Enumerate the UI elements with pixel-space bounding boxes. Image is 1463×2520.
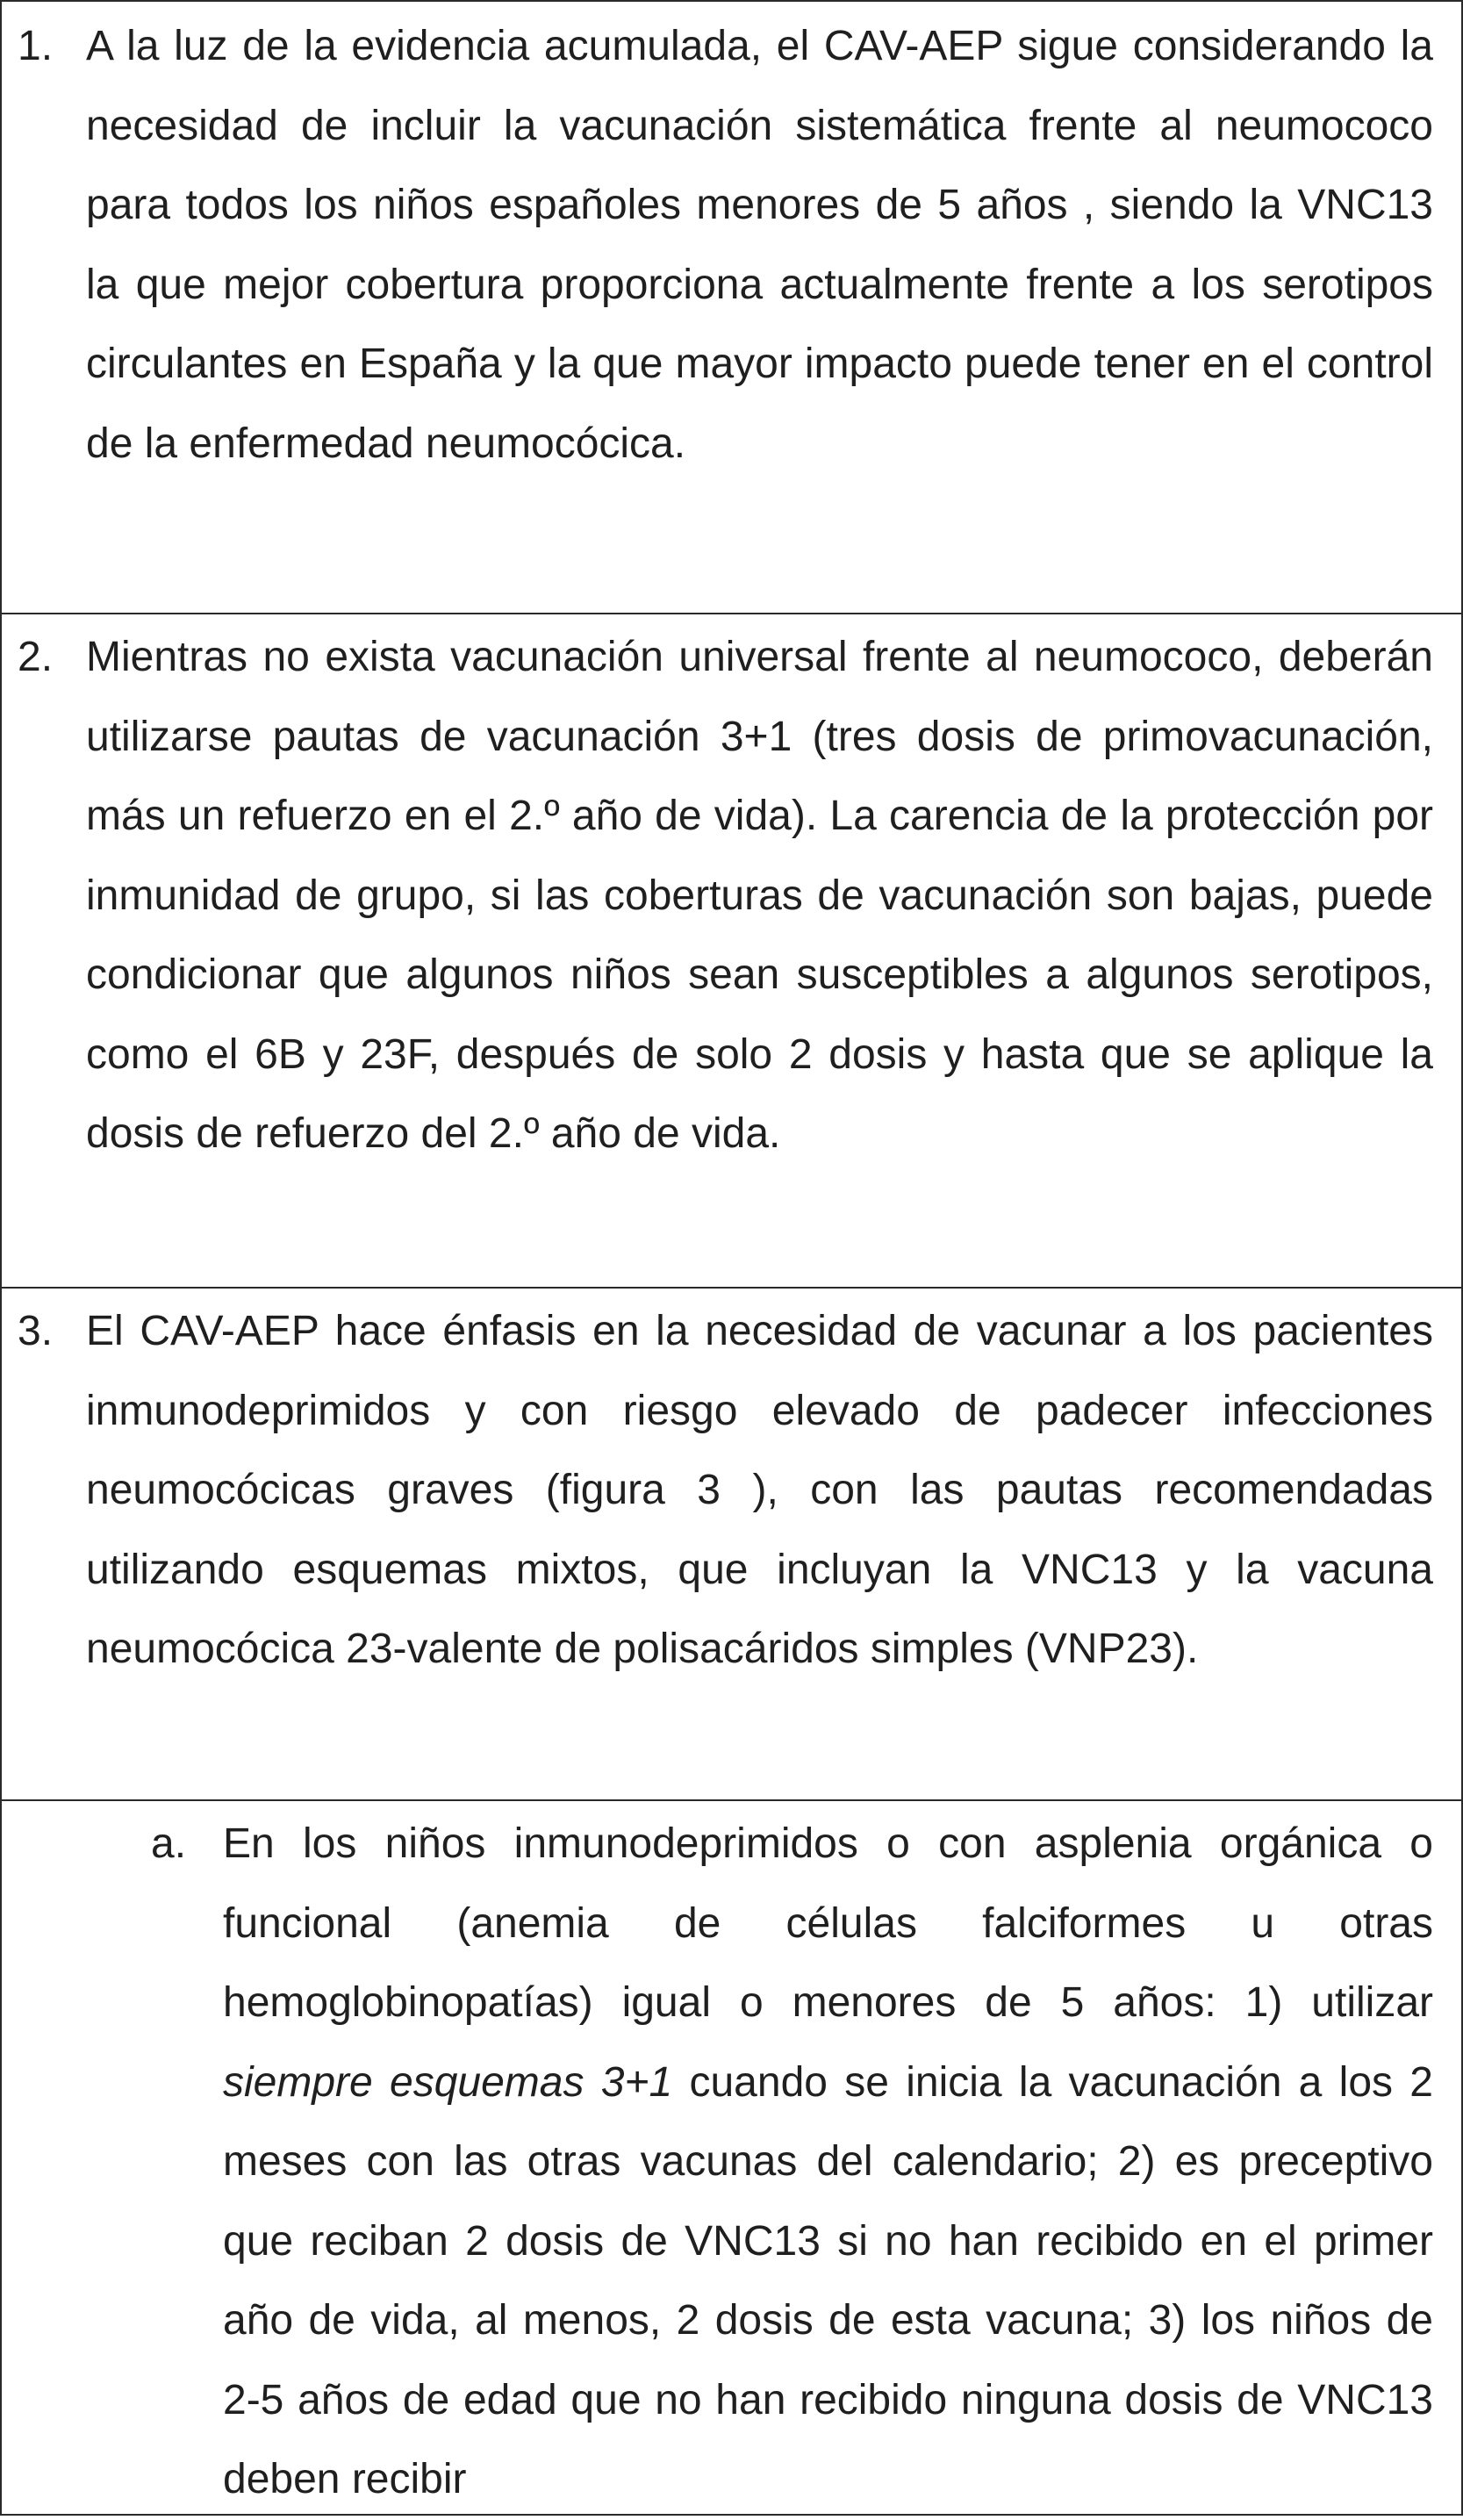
item-text: El CAV-AEP hace énfasis en la necesidad de vacunar a los pacientes inmunodeprimidos y con riesgo elevado de padecer infecciones neumocócicas graves (figura 3 ), con las pautas recomendadas utilizando esquemas mixtos, que incluyan la VNC13 y la vacuna neumocócica 23-valente de polisacáridos simples (VNP23). [86, 1308, 1433, 1672]
item-number: 1. [18, 23, 54, 69]
subitem-letter: a. [151, 1820, 187, 1867]
table-row-2 [2, 613, 1461, 1287]
subitem-text [223, 1805, 1433, 2520]
item-number: 3. [18, 1308, 54, 1354]
subitem-text-before: En los niños inmunodeprimidos o con asplenia orgánica o funcional (anemia de células falciformes u otras hemoglobinopatías) igual o menores de 5 años: 1) utilizar [223, 1820, 1433, 2026]
subitem-text-italic: siempre esquemas 3+1 [223, 2058, 673, 2106]
subitem-text-after: cuando se inicia la vacunación a los 2 meses con las otras vacunas del calendario; 2) es preceptivo que reciban 2 dosis de VNC13 si no han recibido en el primer año de vida, al menos, 2 dosis de esta vacuna; 3) los niños de 2-5 años de edad que no han recibido ninguna dosis de VNC13 deben recibir [223, 2058, 1433, 2502]
item-number: 2. [18, 634, 54, 680]
table-row-1 [2, 2, 1461, 613]
table-row-4 [2, 1799, 1461, 2516]
table-row-3 [2, 1287, 1461, 1799]
item-text: A la luz de la evidencia acumulada, el CAV-AEP sigue considerando la necesidad de incluir la vacunación sistemática frente al neumococo para todos los niños españoles menores de 5 años , siendo la VNC13 la que mejor cobertura proporciona actualmente frente a los serotipos circulantes en España y la que mayor impacto puede tener en el control de la enfermedad neumocócica. [86, 23, 1433, 467]
item-text: Mientras no exista vacunación universal frente al neumococo, deberán utilizarse pautas de vacunación 3+1 (tres dosis de primovacunación, más un refuerzo en el 2.º año de vida). La carencia de la protección por inmunidad de grupo, si las coberturas de vacunación son bajas, puede condicionar que algunos niños sean susceptibles a algunos serotipos, como el 6B y 23F, después de solo 2 dosis y hasta que se aplique la dosis de refuerzo del 2.º año de vida. [86, 634, 1433, 1157]
